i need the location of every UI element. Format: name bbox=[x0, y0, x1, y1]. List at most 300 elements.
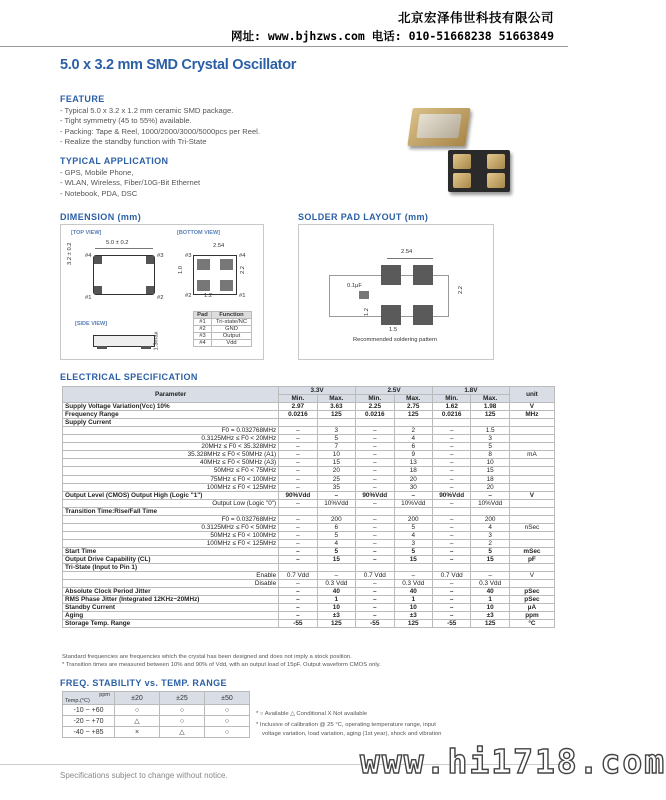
solder-dim-pitch: 2.54 bbox=[401, 249, 413, 255]
spec-value: – bbox=[279, 443, 317, 451]
spec-value: – bbox=[432, 467, 470, 475]
pin1-label: #1 bbox=[85, 295, 92, 301]
spec-unit bbox=[509, 507, 554, 515]
spec-value: 13 bbox=[394, 459, 432, 467]
spec-value: 15 bbox=[317, 459, 355, 467]
spec-value: – bbox=[432, 555, 470, 563]
contact-line: 网址: www.bjhzws.com 电话: 010-51668238 51663849 bbox=[231, 29, 554, 43]
spec-value: – bbox=[432, 475, 470, 483]
function-cell: Tri-state/NC bbox=[212, 319, 252, 326]
spec-value: – bbox=[432, 596, 470, 604]
spec-value: 8 bbox=[471, 451, 509, 459]
pad-header: Pad bbox=[194, 312, 212, 319]
spec-value: 2.75 bbox=[394, 403, 432, 411]
spec-value: 125 bbox=[317, 411, 355, 419]
spec-value: 10 bbox=[394, 604, 432, 612]
spec-value: 5 bbox=[394, 547, 432, 555]
spec-value: – bbox=[432, 604, 470, 612]
spec-value bbox=[471, 564, 509, 572]
feature-heading: FEATURE bbox=[60, 94, 105, 104]
spec-unit: pSec bbox=[509, 596, 554, 604]
dimension-drawing bbox=[60, 224, 264, 360]
spec-row bbox=[63, 443, 555, 451]
pad-cell: #4 bbox=[194, 340, 212, 347]
spec-value bbox=[317, 507, 355, 515]
spec-value: 0.0216 bbox=[432, 411, 470, 419]
col-max: Max. bbox=[471, 395, 509, 403]
spec-value: – bbox=[279, 499, 317, 507]
product-photo-bottom bbox=[448, 150, 512, 194]
spec-value: 3 bbox=[317, 427, 355, 435]
spec-parameter: 0.3125MHz ≤ F0 < 50MHz bbox=[63, 523, 279, 531]
spec-value: 125 bbox=[394, 620, 432, 628]
spec-unit: MHz bbox=[509, 411, 554, 419]
freq-row bbox=[63, 705, 250, 716]
spec-value: 25 bbox=[317, 475, 355, 483]
spec-value: – bbox=[432, 443, 470, 451]
electrical-heading: ELECTRICAL SPECIFICATION bbox=[60, 372, 198, 382]
spec-row bbox=[63, 620, 555, 628]
spec-parameter: 50MHz ≤ F0 < 75MHz bbox=[63, 467, 279, 475]
dim-span: 2.2 bbox=[240, 265, 247, 275]
spec-parameter: Frequency Range bbox=[63, 411, 279, 419]
freq-heading: FREQ. STABILITY vs. TEMP. RANGE bbox=[60, 678, 227, 688]
spec-value: 40 bbox=[471, 588, 509, 596]
solder-pad bbox=[413, 265, 433, 285]
spec-row bbox=[63, 572, 555, 580]
spec-parameter: Output Low (Logic "0") bbox=[63, 499, 279, 507]
spec-value: 0.7 Vdd bbox=[356, 572, 394, 580]
spec-row bbox=[63, 483, 555, 491]
spec-value: – bbox=[356, 435, 394, 443]
spec-value: 7 bbox=[317, 443, 355, 451]
spec-value: – bbox=[356, 604, 394, 612]
spec-unit bbox=[509, 564, 554, 572]
side-view-label: [SIDE VIEW] bbox=[75, 321, 108, 327]
spec-unit bbox=[509, 483, 554, 491]
solder-pad bbox=[413, 305, 433, 325]
spec-value: – bbox=[471, 491, 509, 499]
spec-value: – bbox=[279, 523, 317, 531]
spec-value: -55 bbox=[432, 620, 470, 628]
spec-parameter: Enable bbox=[63, 572, 279, 580]
spec-row bbox=[63, 403, 555, 411]
spec-value bbox=[356, 507, 394, 515]
spec-value bbox=[279, 564, 317, 572]
side-view-package bbox=[93, 335, 155, 347]
pad-cell: #2 bbox=[194, 326, 212, 333]
spec-value: 10%Vdd bbox=[317, 499, 355, 507]
spec-value: 6 bbox=[394, 443, 432, 451]
application-list bbox=[60, 168, 200, 199]
spec-row bbox=[63, 507, 555, 515]
spec-value: 4 bbox=[471, 523, 509, 531]
spec-value: – bbox=[356, 555, 394, 563]
spec-value: 0.0216 bbox=[279, 411, 317, 419]
spec-row bbox=[63, 515, 555, 523]
spec-unit: mSec bbox=[509, 547, 554, 555]
spec-value: 40 bbox=[394, 588, 432, 596]
company-name: 北京宏泽伟世科技有限公司 bbox=[397, 10, 554, 25]
stability-cell: ○ bbox=[160, 716, 205, 727]
spec-value: 4 bbox=[394, 531, 432, 539]
spec-parameter: 20MHz ≤ F0 < 35.328MHz bbox=[63, 443, 279, 451]
spec-value: -55 bbox=[356, 620, 394, 628]
spec-row bbox=[63, 580, 555, 588]
dim-width: 5.0 ± 0.2 bbox=[106, 240, 129, 246]
bottom-pin1-label: #1 bbox=[239, 293, 246, 299]
spec-unit: µA bbox=[509, 604, 554, 612]
capacitor-label: 0.1µF bbox=[347, 283, 362, 289]
spec-parameter: Standby Current bbox=[63, 604, 279, 612]
spec-row bbox=[63, 411, 555, 419]
spec-value bbox=[279, 419, 317, 427]
corner-ppm: ppm bbox=[99, 692, 110, 698]
pad-cell: #3 bbox=[194, 333, 212, 340]
spec-value: – bbox=[432, 523, 470, 531]
spec-parameter: Start Time bbox=[63, 547, 279, 555]
spec-unit bbox=[509, 443, 554, 451]
spec-value: 40 bbox=[317, 588, 355, 596]
col-2v5: 2.5V bbox=[356, 387, 433, 395]
spec-unit: °C bbox=[509, 620, 554, 628]
spec-value: – bbox=[356, 499, 394, 507]
spec-value: – bbox=[356, 523, 394, 531]
spec-value bbox=[317, 564, 355, 572]
dim-height: 3.2 ± 0.2 bbox=[67, 242, 73, 265]
temp-range-cell: -10 ~ +60 bbox=[63, 705, 115, 716]
spec-value: – bbox=[356, 515, 394, 523]
freq-note: * Inclusive of calibration @ 25 °C, operating temperature range, input bbox=[256, 722, 436, 728]
footer-disclaimer: Specifications subject to change without notice. bbox=[60, 771, 228, 780]
spec-value: – bbox=[356, 612, 394, 620]
spec-parameter: Output Drive Capability (CL) bbox=[63, 555, 279, 563]
spec-value: – bbox=[356, 451, 394, 459]
spec-value: – bbox=[356, 580, 394, 588]
spec-value: 15 bbox=[394, 555, 432, 563]
spec-unit: V bbox=[509, 403, 554, 411]
spec-value: 35 bbox=[317, 483, 355, 491]
ppm-25: ±25 bbox=[160, 692, 205, 705]
spec-value: – bbox=[279, 459, 317, 467]
spec-value: 2 bbox=[471, 539, 509, 547]
spec-value: 90%Vdd bbox=[356, 491, 394, 499]
spec-value bbox=[432, 419, 470, 427]
spec-unit bbox=[509, 467, 554, 475]
spec-value: 9 bbox=[394, 451, 432, 459]
header-divider bbox=[0, 46, 568, 47]
spec-row bbox=[63, 604, 555, 612]
spec-value: 3.63 bbox=[317, 403, 355, 411]
col-3v3: 3.3V bbox=[279, 387, 356, 395]
spec-parameter: Transition Time:Rise/Fall Time bbox=[63, 507, 279, 515]
electrical-spec-table bbox=[62, 386, 555, 628]
spec-value: 125 bbox=[394, 411, 432, 419]
solder-drawing bbox=[298, 224, 494, 360]
spec-value: – bbox=[471, 572, 509, 580]
spec-unit: ppm bbox=[509, 612, 554, 620]
spec-value: – bbox=[356, 531, 394, 539]
ppm-20: ±20 bbox=[115, 692, 160, 705]
spec-unit bbox=[509, 427, 554, 435]
spec-row bbox=[63, 459, 555, 467]
spec-value: 1 bbox=[471, 596, 509, 604]
spec-parameter: 0.3125MHz ≤ F0 < 20MHz bbox=[63, 435, 279, 443]
solder-pad bbox=[381, 265, 401, 285]
spec-row bbox=[63, 612, 555, 620]
spec-value: – bbox=[356, 539, 394, 547]
spec-value: 1.5 bbox=[471, 427, 509, 435]
feature-item: - Tight symmetry (45 to 55%) available. bbox=[60, 116, 192, 126]
spec-value: 2.25 bbox=[356, 403, 394, 411]
spec-value: – bbox=[356, 596, 394, 604]
spec-value: – bbox=[432, 580, 470, 588]
bottom-pin2-label: #2 bbox=[185, 293, 192, 299]
spec-value: – bbox=[279, 467, 317, 475]
spec-value: – bbox=[356, 483, 394, 491]
spec-value: – bbox=[279, 604, 317, 612]
spec-parameter: Supply Voltage Variation(Vcc) 10% bbox=[63, 403, 279, 411]
spec-unit: pSec bbox=[509, 588, 554, 596]
page-title: 5.0 x 3.2 mm SMD Crystal Oscillator bbox=[60, 57, 297, 73]
spec-row bbox=[63, 523, 555, 531]
spec-row bbox=[63, 427, 555, 435]
pin3-label: #3 bbox=[157, 253, 164, 259]
spec-row bbox=[63, 499, 555, 507]
electrical-note: Standard frequencies are frequencies which the crystal has been designed and does not imply a stock position. bbox=[62, 654, 352, 660]
stability-cell: ○ bbox=[160, 705, 205, 716]
watermark: www.hi1718.com bbox=[360, 742, 666, 781]
col-max: Max. bbox=[317, 395, 355, 403]
spec-value: – bbox=[317, 491, 355, 499]
application-item: - Notebook, PDA, DSC bbox=[60, 188, 138, 198]
spec-value: – bbox=[432, 515, 470, 523]
feature-item: - Typical 5.0 x 3.2 x 1.2 mm ceramic SMD package. bbox=[60, 106, 234, 115]
spec-row bbox=[63, 547, 555, 555]
corner-temp: Temp.(°C) bbox=[65, 698, 90, 704]
spec-value: 0.3 Vdd bbox=[394, 580, 432, 588]
spec-unit bbox=[509, 475, 554, 483]
spec-parameter: 40MHz ≤ F0 < 50MHz (A3) bbox=[63, 459, 279, 467]
feature-list bbox=[60, 106, 260, 147]
spec-value: – bbox=[279, 435, 317, 443]
spec-unit bbox=[509, 580, 554, 588]
spec-value: 200 bbox=[471, 515, 509, 523]
spec-value: 15 bbox=[471, 467, 509, 475]
spec-value: 30 bbox=[394, 483, 432, 491]
spec-value: 90%Vdd bbox=[279, 491, 317, 499]
spec-row bbox=[63, 419, 555, 427]
spec-value: – bbox=[279, 539, 317, 547]
spec-unit bbox=[509, 499, 554, 507]
spec-value: – bbox=[432, 483, 470, 491]
spec-value bbox=[279, 507, 317, 515]
spec-value bbox=[471, 507, 509, 515]
spec-value: – bbox=[356, 467, 394, 475]
spec-value: 5 bbox=[317, 435, 355, 443]
spec-unit: V bbox=[509, 491, 554, 499]
spec-unit bbox=[509, 531, 554, 539]
dim-pad-h: 1.0 bbox=[178, 265, 185, 275]
pin4-label: #4 bbox=[85, 253, 92, 259]
spec-value: 20 bbox=[471, 483, 509, 491]
spec-row bbox=[63, 475, 555, 483]
spec-value: 0.3 Vdd bbox=[317, 580, 355, 588]
spec-unit bbox=[509, 435, 554, 443]
spec-parameter: Supply Current bbox=[63, 419, 279, 427]
spec-value: – bbox=[432, 547, 470, 555]
spec-value: – bbox=[317, 572, 355, 580]
col-parameter: Parameter bbox=[63, 387, 279, 403]
spec-value: ±3 bbox=[317, 612, 355, 620]
spec-row bbox=[63, 555, 555, 563]
spec-value: – bbox=[356, 588, 394, 596]
spec-value bbox=[432, 507, 470, 515]
spec-value: – bbox=[394, 491, 432, 499]
spec-unit bbox=[509, 539, 554, 547]
spec-row bbox=[63, 539, 555, 547]
spec-value: 5 bbox=[471, 547, 509, 555]
bottom-pin3-label: #3 bbox=[185, 253, 192, 259]
spec-value: 5 bbox=[317, 547, 355, 555]
freq-note: voltage variation, load variation, aging (1st year), shock and vibration bbox=[262, 731, 442, 737]
spec-value: – bbox=[432, 459, 470, 467]
spec-value bbox=[356, 564, 394, 572]
spec-value: 125 bbox=[471, 620, 509, 628]
spec-value: – bbox=[394, 572, 432, 580]
function-header: Function bbox=[212, 312, 252, 319]
spec-parameter: Disable bbox=[63, 580, 279, 588]
product-photo-top bbox=[410, 104, 476, 148]
spec-value: – bbox=[432, 531, 470, 539]
spec-unit: V bbox=[509, 572, 554, 580]
col-min: Min. bbox=[356, 395, 394, 403]
pad-function-table bbox=[193, 311, 252, 347]
stability-cell: ○ bbox=[205, 705, 250, 716]
dim-thickness: 1.3max bbox=[153, 331, 160, 351]
dimension-heading: DIMENSION (mm) bbox=[60, 212, 142, 222]
spec-value bbox=[471, 419, 509, 427]
spec-parameter: 100MHz ≤ F0 < 125MHz bbox=[63, 539, 279, 547]
spec-value: – bbox=[356, 443, 394, 451]
spec-row bbox=[63, 564, 555, 572]
top-view-label: [TOP VIEW] bbox=[71, 230, 102, 236]
dim-pitch: 2.54 bbox=[213, 243, 225, 249]
spec-parameter: 35.328MHz ≤ F0 < 50MHz (A1) bbox=[63, 451, 279, 459]
freq-legend: * ○ Available △ Conditional X Not available bbox=[256, 711, 368, 717]
spec-parameter: F0 = 0.032768MHz bbox=[63, 427, 279, 435]
feature-item: - Realize the standby function with Tri-State bbox=[60, 136, 207, 146]
spec-unit: mA bbox=[509, 451, 554, 459]
spec-value: – bbox=[279, 547, 317, 555]
spec-value: 2 bbox=[394, 427, 432, 435]
spec-value: – bbox=[279, 475, 317, 483]
spec-value: 10%Vdd bbox=[394, 499, 432, 507]
spec-parameter: 100MHz ≤ F0 < 125MHz bbox=[63, 483, 279, 491]
spec-value: 5 bbox=[317, 531, 355, 539]
spec-value: ±3 bbox=[471, 612, 509, 620]
spec-value: 0.7 Vdd bbox=[432, 572, 470, 580]
capacitor-icon bbox=[359, 291, 369, 299]
spec-parameter: Aging bbox=[63, 612, 279, 620]
spec-value: 3 bbox=[394, 539, 432, 547]
spec-value: – bbox=[432, 539, 470, 547]
spec-value: 10%Vdd bbox=[471, 499, 509, 507]
spec-value: – bbox=[432, 451, 470, 459]
col-1v8: 1.8V bbox=[432, 387, 509, 395]
spec-value: 20 bbox=[317, 467, 355, 475]
spec-value: 1 bbox=[394, 596, 432, 604]
spec-value: 125 bbox=[471, 411, 509, 419]
temp-range-cell: -40 ~ +85 bbox=[63, 727, 115, 738]
spec-value: – bbox=[432, 612, 470, 620]
stability-cell: △ bbox=[115, 716, 160, 727]
spec-value: – bbox=[432, 499, 470, 507]
stability-cell: ○ bbox=[205, 716, 250, 727]
spec-unit: pF bbox=[509, 555, 554, 563]
freq-stability-table bbox=[62, 691, 250, 738]
function-cell: GND bbox=[212, 326, 252, 333]
solder-dim-span: 2.2 bbox=[458, 285, 465, 295]
spec-parameter: Absolute Clock Period Jitter bbox=[63, 588, 279, 596]
spec-parameter: Output Level (CMOS) Output High (Logic "1") bbox=[63, 491, 279, 499]
solder-pad bbox=[381, 305, 401, 325]
spec-value: 6 bbox=[317, 523, 355, 531]
spec-value: – bbox=[279, 427, 317, 435]
pad-cell: #1 bbox=[194, 319, 212, 326]
spec-unit bbox=[509, 419, 554, 427]
spec-row bbox=[63, 491, 555, 499]
spec-value: 20 bbox=[394, 475, 432, 483]
spec-value: 15 bbox=[471, 555, 509, 563]
freq-row bbox=[63, 716, 250, 727]
solder-dim-pad-h: 1.2 bbox=[364, 307, 371, 317]
spec-value: ±3 bbox=[394, 612, 432, 620]
application-item: - GPS, Mobile Phone, bbox=[60, 168, 134, 177]
spec-parameter: 50MHz ≤ F0 < 100MHz bbox=[63, 531, 279, 539]
col-min: Min. bbox=[279, 395, 317, 403]
spec-value: 3 bbox=[471, 435, 509, 443]
spec-value: 4 bbox=[394, 435, 432, 443]
spec-value: – bbox=[279, 451, 317, 459]
spec-unit bbox=[509, 515, 554, 523]
function-cell: Vdd bbox=[212, 340, 252, 347]
spec-row bbox=[63, 435, 555, 443]
bottom-view-package bbox=[193, 255, 237, 295]
spec-value: – bbox=[279, 612, 317, 620]
spec-value: 200 bbox=[394, 515, 432, 523]
spec-value: 1.98 bbox=[471, 403, 509, 411]
ppm-50: ±50 bbox=[205, 692, 250, 705]
spec-value: 125 bbox=[317, 620, 355, 628]
spec-value bbox=[317, 419, 355, 427]
spec-value: – bbox=[356, 427, 394, 435]
spec-value: 0.3 Vdd bbox=[471, 580, 509, 588]
electrical-note: * Transition times are measured between 10% and 90% of Vdd, with an output load of 15pF. Output waveform CMOS only. bbox=[62, 662, 381, 668]
spec-row bbox=[63, 596, 555, 604]
temp-range-cell: -20 ~ +70 bbox=[63, 716, 115, 727]
spec-value bbox=[394, 507, 432, 515]
spec-value: – bbox=[279, 596, 317, 604]
spec-value: 10 bbox=[471, 604, 509, 612]
spec-value: 0.7 Vdd bbox=[279, 572, 317, 580]
spec-parameter: Storage Temp. Range bbox=[63, 620, 279, 628]
spec-row bbox=[63, 451, 555, 459]
col-min: Min. bbox=[432, 395, 470, 403]
function-cell: Output bbox=[212, 333, 252, 340]
spec-value: 5 bbox=[471, 443, 509, 451]
top-view-package bbox=[93, 255, 155, 295]
